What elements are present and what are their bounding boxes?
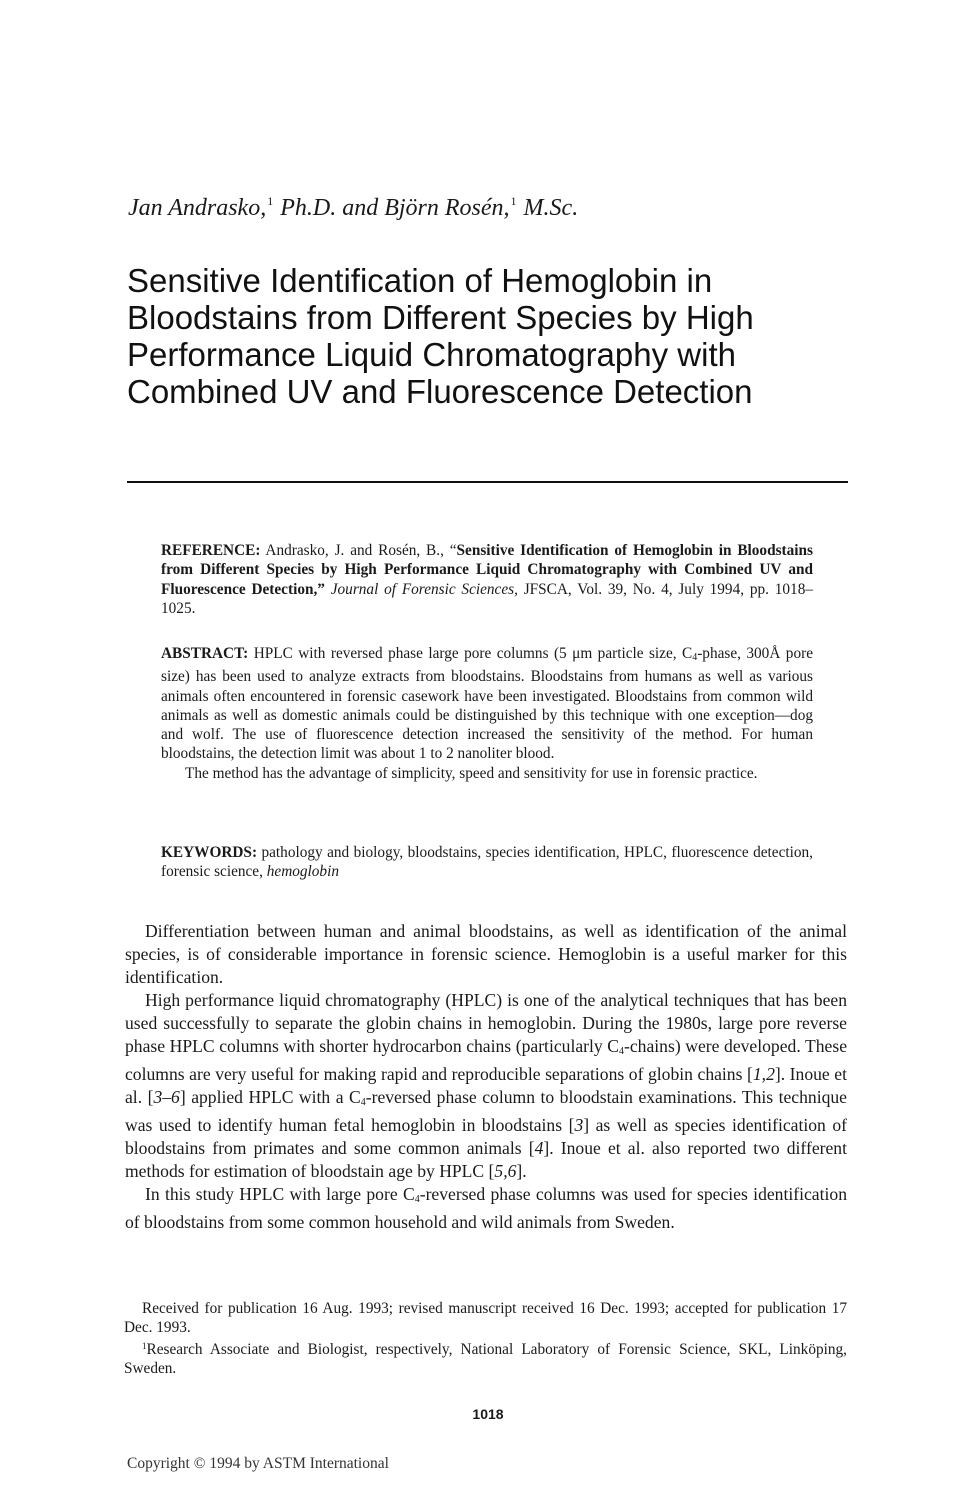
citation-ref: 3–6 — [153, 1087, 180, 1107]
copyright-notice: Copyright © 1994 by ASTM International — [127, 1455, 389, 1472]
body-text-run: High performance liquid chromatography (HPLC) is one of the analytical techniques that has been used successfully to separate the globin chains in hemoglobin. During the 1980s, large pore reverse phase HPLC columns with shorter hydrocarbon chains (particularly C — [125, 990, 847, 1056]
citation-ref: 4 — [534, 1138, 544, 1158]
author-line — [128, 186, 848, 223]
author-1-degree: Ph.D. — [280, 195, 337, 221]
body-paragraph — [125, 989, 847, 1183]
reference-authors: Andrasko, J. and Rosén, B., “ — [260, 542, 457, 559]
abstract-paragraph: The method has the advantage of simplicity, speed and sensitivity for use in forensic practice. — [185, 764, 758, 782]
title-line: Performance Liquid Chromatography with — [127, 336, 736, 373]
citation-ref: 3 — [574, 1115, 584, 1135]
subscript: 4 — [692, 652, 698, 663]
subscript: 4 — [619, 1046, 625, 1057]
body-text-run: -chains) were developed. These columns are very useful for making rapid and reproducible separations of globin chains [ — [125, 1036, 848, 1084]
body-text-run: -reversed phase columns was used for species identification of bloodstains from some common household and wild animals from Sweden. — [125, 1184, 847, 1232]
page-number: 1018 — [472, 1406, 504, 1422]
author-2-affiliation-mark: 1 — [510, 194, 517, 208]
body-text — [125, 920, 847, 1234]
keywords-label: KEYWORDS: — [161, 844, 258, 861]
footnotes — [124, 1299, 847, 1378]
body-text-run: ]. Inoue et al. [ — [125, 1064, 847, 1107]
affiliation-footnote — [124, 1337, 847, 1378]
keywords-text: pathology and biology, bloodstains, species identification, HPLC, fluorescence detection, forensic science, — [161, 844, 813, 881]
subscript: 4 — [360, 1097, 366, 1108]
keywords-last: hemoglobin — [266, 863, 339, 881]
body-text-run: ]. — [516, 1161, 527, 1181]
footnote-text: Research Associate and Biologist, respectively, National Laboratory of Forensic Science, SKL, Linköping, Sweden. — [124, 1341, 847, 1377]
paper-title — [127, 262, 847, 410]
body-text-run: ]. Inoue et al. also reported two different methods for estimation of bloodstain age by HPLC [ — [125, 1138, 847, 1181]
abstract-paragraph — [161, 644, 813, 764]
received-note: Received for publication 16 Aug. 1993; revised manuscript received 16 Dec. 1993; accepted for publication 17 Dec. 1993. — [124, 1300, 847, 1336]
reference-block — [161, 541, 813, 618]
keywords-block — [161, 843, 813, 882]
abstract-label: ABSTRACT: — [161, 645, 249, 662]
subscript: 4 — [414, 1194, 420, 1205]
body-text-run: -reversed phase column to bloodstain examinations. This technique was used to identify human fetal hemoglobin in bloodstains [ — [125, 1087, 847, 1135]
abstract-text: HPLC with reversed phase large pore columns (5 μm particle size, C — [248, 645, 693, 662]
reference-title: Sensitive Identification of Hemoglobin in Bloodstains from Different Species by High Performance Liquid Chromatography with Combined UV and Fluorescence Detection,” — [161, 542, 813, 598]
body-paragraph: Differentiation between human and animal bloodstains, as well as identification of the animal species, is of considerable importance in forensic science. Hemoglobin is a useful marker for this identification. — [125, 921, 847, 987]
footnote-mark: 1 — [142, 1341, 147, 1351]
author-1-name: Jan Andrasko, — [128, 195, 267, 221]
author-1-affiliation-mark: 1 — [267, 194, 274, 208]
abstract-text: -phase, 300Å pore size) has been used to analyze extracts from bloodstains. Bloodstains from humans as well as various animals often encountered in forensic casework have been investigated. Bloodstains from common wild animals as well as domestic animals could be distinguished by this technique with one exception—dog and wolf. The use of fluorescence detection increased the sensitivity of the method. For human bloodstains, the detection limit was about 1 to 2 nanoliter blood. — [161, 645, 813, 763]
citation-ref: 5,6 — [494, 1161, 517, 1181]
body-text-run: ] as well as species identification of bloodstains from primates and some common animals [ — [125, 1115, 847, 1158]
reference-journal: Journal of Forensic Sciences, — [324, 580, 518, 598]
body-text-run: ] applied HPLC with a C — [179, 1087, 361, 1107]
title-divider — [127, 481, 848, 483]
title-line: Bloodstains from Different Species by High — [127, 299, 754, 336]
author-2-name: Björn Rosén, — [384, 195, 510, 221]
reference-label: REFERENCE: — [161, 542, 261, 559]
author-2-degree: M.Sc. — [523, 195, 579, 221]
author-conjunction: and — [342, 195, 379, 221]
body-text-run: In this study HPLC with large pore C — [145, 1184, 415, 1204]
title-line: Combined UV and Fluorescence Detection — [127, 373, 753, 410]
abstract-block — [161, 644, 813, 783]
citation-ref: 1,2 — [752, 1064, 775, 1084]
body-paragraph — [125, 1183, 847, 1234]
reference-citation: JFSCA, Vol. 39, No. 4, July 1994, pp. 1018–1025. — [161, 580, 813, 617]
title-line: Sensitive Identification of Hemoglobin in — [127, 262, 713, 299]
